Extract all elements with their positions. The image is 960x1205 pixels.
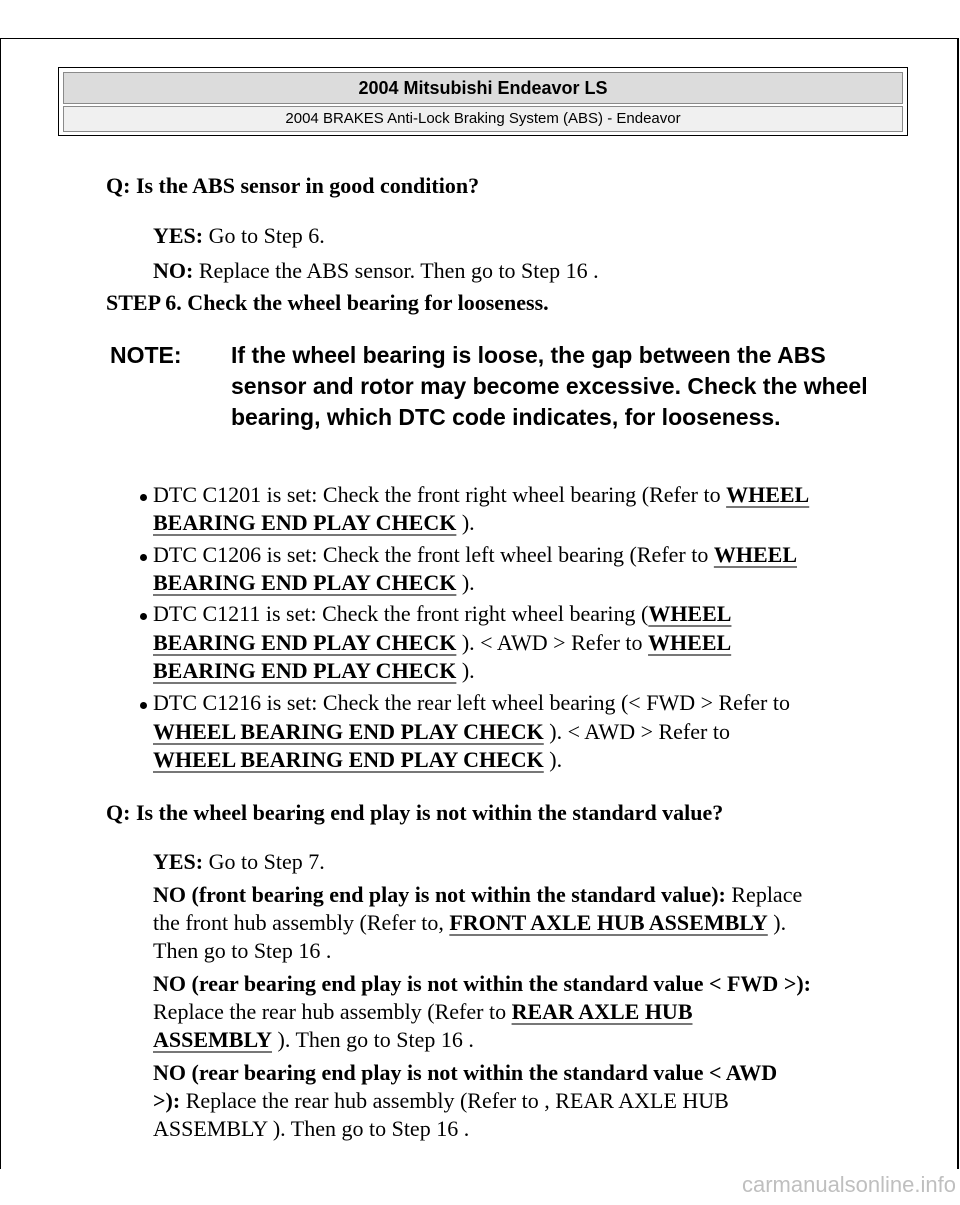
no-front-label: NO (front bearing end play is not within the standard value): (153, 882, 726, 907)
link-wheel-bearing-end-play-check[interactable]: WHEEL BEARING END PLAY CHECK (153, 747, 544, 772)
vehicle-title: 2004 Mitsubishi Endeavor LS (63, 72, 903, 104)
bullet-c1206-line1 (153, 542, 797, 568)
question-end-play: Q: Is the wheel bearing end play is not within the standard value? (106, 800, 724, 825)
bullet-c1211-line1 (153, 601, 731, 627)
link-wheel-bearing-end-play-check[interactable]: WHEEL (726, 482, 810, 507)
yes-text: Go to Step 7. (208, 849, 325, 874)
note-text: If the wheel bearing is loose, the gap between the ABS sensor and rotor may become excessive. Check the wheel bearing, which DTC code indicates, for looseness. (231, 342, 868, 430)
link-wheel-bearing-end-play-check[interactable]: WHEEL BEARING END PLAY CHECK (153, 719, 544, 744)
answer-label: >): (153, 1088, 181, 1113)
link-wheel-bearing-end-play-check[interactable]: WHEEL (648, 630, 732, 655)
link-wheel-bearing-end-play-check[interactable]: BEARING END PLAY CHECK (153, 658, 457, 683)
link-front-axle-hub-assembly[interactable]: FRONT AXLE HUB ASSEMBLY (449, 910, 768, 935)
answer-text: ). (767, 910, 787, 935)
note-label: NOTE: (110, 342, 182, 368)
yes-label: YES: (153, 849, 204, 874)
bullet-c1211-line3 (153, 658, 475, 684)
bullet-text: ). < AWD > Refer to (456, 630, 649, 655)
link-rear-axle-hub-assembly[interactable]: REAR AXLE HUB (511, 999, 693, 1024)
link-wheel-bearing-end-play-check[interactable]: BEARING END PLAY CHECK (153, 570, 457, 595)
section-subtitle: 2004 BRAKES Anti-Lock Braking System (ABS) - Endeavor (63, 106, 903, 132)
link-rear-axle-hub-assembly[interactable]: ASSEMBLY (153, 1027, 273, 1052)
bullet-dot (140, 702, 147, 709)
answer-no-front-line2 (153, 910, 786, 936)
bullet-c1206-line2 (153, 570, 475, 596)
answer-no-rear-awd-line2 (153, 1088, 729, 1114)
answer-no-rear-fwd-line3 (153, 1027, 474, 1053)
bullet-text: DTC C1206 is set: Check the front left wheel bearing (Refer to (153, 542, 714, 567)
answer-no-replace-sensor (153, 258, 599, 284)
link-wheel-bearing-end-play-check[interactable]: BEARING END PLAY CHECK (153, 630, 457, 655)
bullet-c1216-line2 (153, 719, 730, 745)
step-6-heading: STEP 6. Check the wheel bearing for looseness. (106, 290, 549, 315)
answer-no-rear-awd-label: NO (rear bearing end play is not within the standard value < AWD (153, 1060, 778, 1085)
no-label: NO: (153, 258, 194, 283)
bullet-dot (140, 494, 147, 501)
bullet-c1216-line1: DTC C1216 is set: Check the rear left wheel bearing (< FWD > Refer to (153, 690, 790, 715)
answer-text: the front hub assembly (Refer to, (153, 910, 450, 935)
document-header (58, 67, 908, 136)
answer-text: Replace (725, 882, 803, 907)
answer-no-rear-fwd-line2 (153, 999, 693, 1025)
link-wheel-bearing-end-play-check[interactable]: WHEEL (648, 601, 732, 626)
bullet-c1201-line2 (153, 510, 475, 536)
bullet-text: ). (456, 658, 475, 683)
bullet-text: ). (543, 747, 563, 772)
bullet-text: ). (456, 510, 475, 535)
bullet-c1216-line3 (153, 747, 562, 773)
answer-no-front-line1 (153, 882, 802, 908)
answer-text: ). Then go to Step 16 . (272, 1027, 474, 1052)
answer-text: Replace the rear hub assembly (Refer to , REAR AXLE HUB (180, 1088, 729, 1113)
bullet-c1201-line1 (153, 482, 809, 508)
answer-yes-step7 (153, 849, 325, 875)
link-wheel-bearing-end-play-check[interactable]: WHEEL (713, 542, 797, 567)
bullet-text: DTC C1211 is set: Check the front right wheel bearing ( (153, 601, 649, 626)
bullet-c1211-line2 (153, 630, 731, 656)
yes-label: YES: (153, 223, 204, 248)
bullet-text: ). (456, 570, 475, 595)
answer-yes-step6 (153, 223, 325, 249)
yes-text: Go to Step 6. (208, 223, 325, 248)
bullet-text: ). < AWD > Refer to (543, 719, 730, 744)
answer-no-rear-fwd-label: NO (rear bearing end play is not within the standard value < FWD >): (153, 971, 812, 996)
question-abs-sensor: Q: Is the ABS sensor in good condition? (106, 173, 480, 198)
answer-text: Replace the rear hub assembly (Refer to (153, 999, 512, 1024)
bullet-dot (140, 554, 147, 561)
link-wheel-bearing-end-play-check[interactable]: BEARING END PLAY CHECK (153, 510, 457, 535)
answer-no-front-line3: Then go to Step 16 . (153, 938, 332, 963)
bullet-text: DTC C1201 is set: Check the front right wheel bearing (Refer to (153, 482, 727, 507)
no-text: Replace the ABS sensor. Then go to Step 16 . (198, 258, 599, 283)
site-watermark: carmanualsonline.info (741, 1172, 956, 1197)
bullet-dot (140, 613, 147, 620)
answer-no-rear-awd-line3: ASSEMBLY ). Then go to Step 16 . (153, 1116, 470, 1141)
